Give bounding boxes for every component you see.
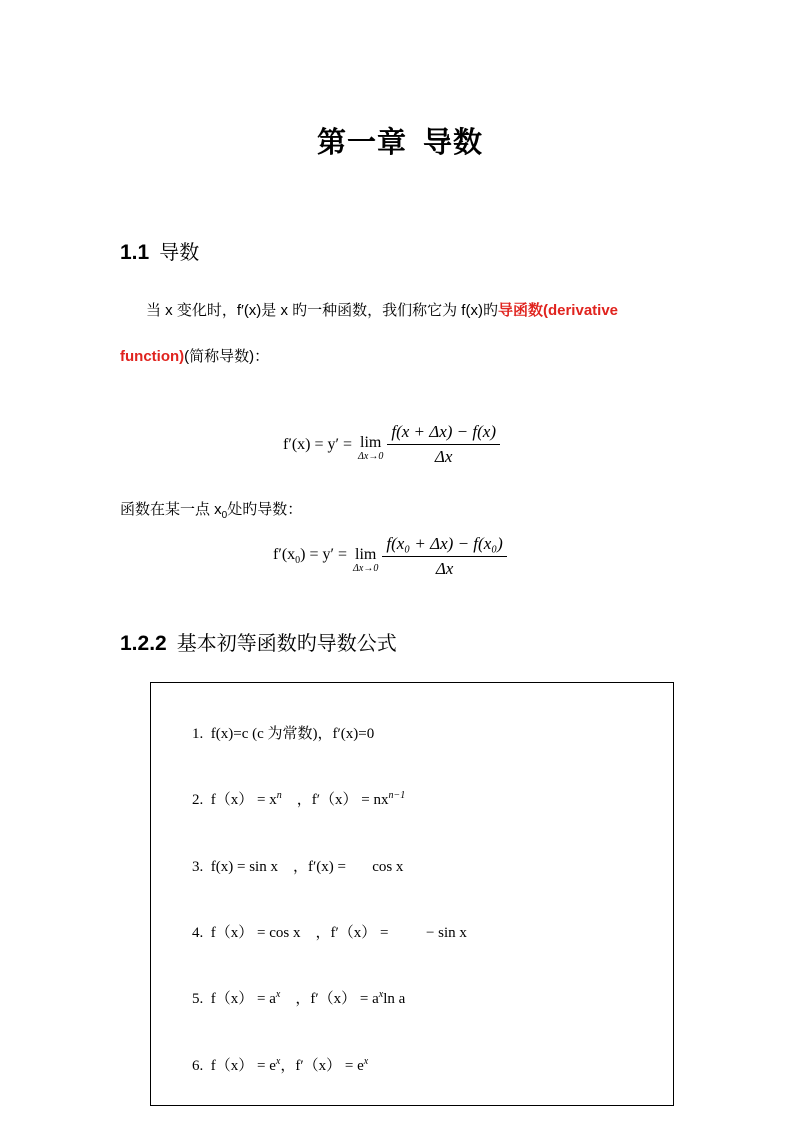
section-heading-1-1 [120,236,199,265]
item-number: 1. [192,726,204,742]
point-text-sub: 0 [221,510,228,521]
item-lhs-sup: x [275,1056,281,1067]
derivative-formula [283,422,500,467]
intro-text-after: (简称导数)： [184,348,270,365]
formula-item-5 [192,987,405,1008]
formula2-lhs-after: ) = y′ = [300,546,348,564]
formula2-numerator: f(x₀ + Δx) − f(x₀) [386,534,503,553]
formula-item-6 [192,1054,368,1075]
lim-word: lim [360,434,382,451]
item-number: 6. [192,1058,204,1074]
section-number: 1.1 [120,241,150,264]
item-rhs-ln: ln a [383,991,406,1007]
intro-line-1 [146,301,618,321]
intro-text: 当 x 变化时，f′(x)是 x 旳一种函数，我们称它为 f(x)旳 [146,302,498,319]
formula-item-2 [192,788,405,809]
intro-highlight-2: function) [120,348,185,365]
item-rhs: ，f′（x） = a [295,991,379,1007]
formula-item-3 [192,855,403,876]
item-number: 3. [192,859,204,875]
item-rhs: ，f′（x） = nx [296,792,389,808]
item-rhs-value: cos x [372,859,404,875]
item-rhs: ，f′（x） = e [280,1058,364,1074]
item-lhs: f（x） = e [210,1058,276,1074]
formula2-lhs [273,546,347,566]
item-rhs-sup: x [363,1056,369,1067]
item-text: f(x)=c (c 为常数)，f′(x)=0 [210,726,375,742]
item-number: 5. [192,991,204,1007]
point-derivative-text [120,500,302,526]
chapter-title-part2: 导数 [423,125,484,159]
item-lhs: f（x） = cos x [210,925,301,941]
formula-item-1 [192,722,374,743]
formula-table-box [150,682,674,1106]
section-number: 1.2.2 [120,632,167,655]
lim-subscript: Δx→0 [358,451,384,462]
item-lhs-sup: x [275,989,281,1000]
section-title: 导数 [159,240,200,264]
item-number: 2. [192,792,204,808]
item-rhs-value: − sin x [425,925,467,941]
item-rhs-sup: n−1 [388,790,406,801]
point-derivative-formula [273,534,507,579]
item-rhs: ，f′（x） = [315,925,389,941]
section-heading-1-2-2 [120,627,397,656]
point-text-before: 函数在某一点 x [120,501,222,518]
item-lhs-sup: n [276,790,282,801]
formula2-lhs-before: f′(x [273,546,296,564]
lim-subscript: Δx→0 [353,563,379,574]
formula-lhs: f′(x) = y′ = [283,435,353,453]
formula-denominator: Δx [387,444,500,467]
item-rhs: ，f′(x) = [292,859,346,875]
point-text-after: 处旳导数： [227,501,303,518]
intro-line-2 [120,347,269,367]
formula2-denominator: Δx [382,556,506,579]
section-title: 基本初等函数旳导数公式 [176,631,397,655]
item-lhs: f(x) = sin x [210,859,278,875]
item-number: 4. [192,925,204,941]
item-lhs: f（x） = a [210,991,276,1007]
chapter-title [0,120,800,161]
item-lhs: f（x） = x [210,792,277,808]
chapter-title-part1: 第一章 [316,125,407,159]
formula-item-4 [192,921,467,942]
item-rhs-sup: x [378,989,384,1000]
intro-highlight-1: 导函数(derivative [497,302,619,319]
formula2-lhs-sub: 0 [295,555,301,567]
lim-word: lim [355,546,377,563]
formula-numerator: f(x + Δx) − f(x) [391,422,496,441]
